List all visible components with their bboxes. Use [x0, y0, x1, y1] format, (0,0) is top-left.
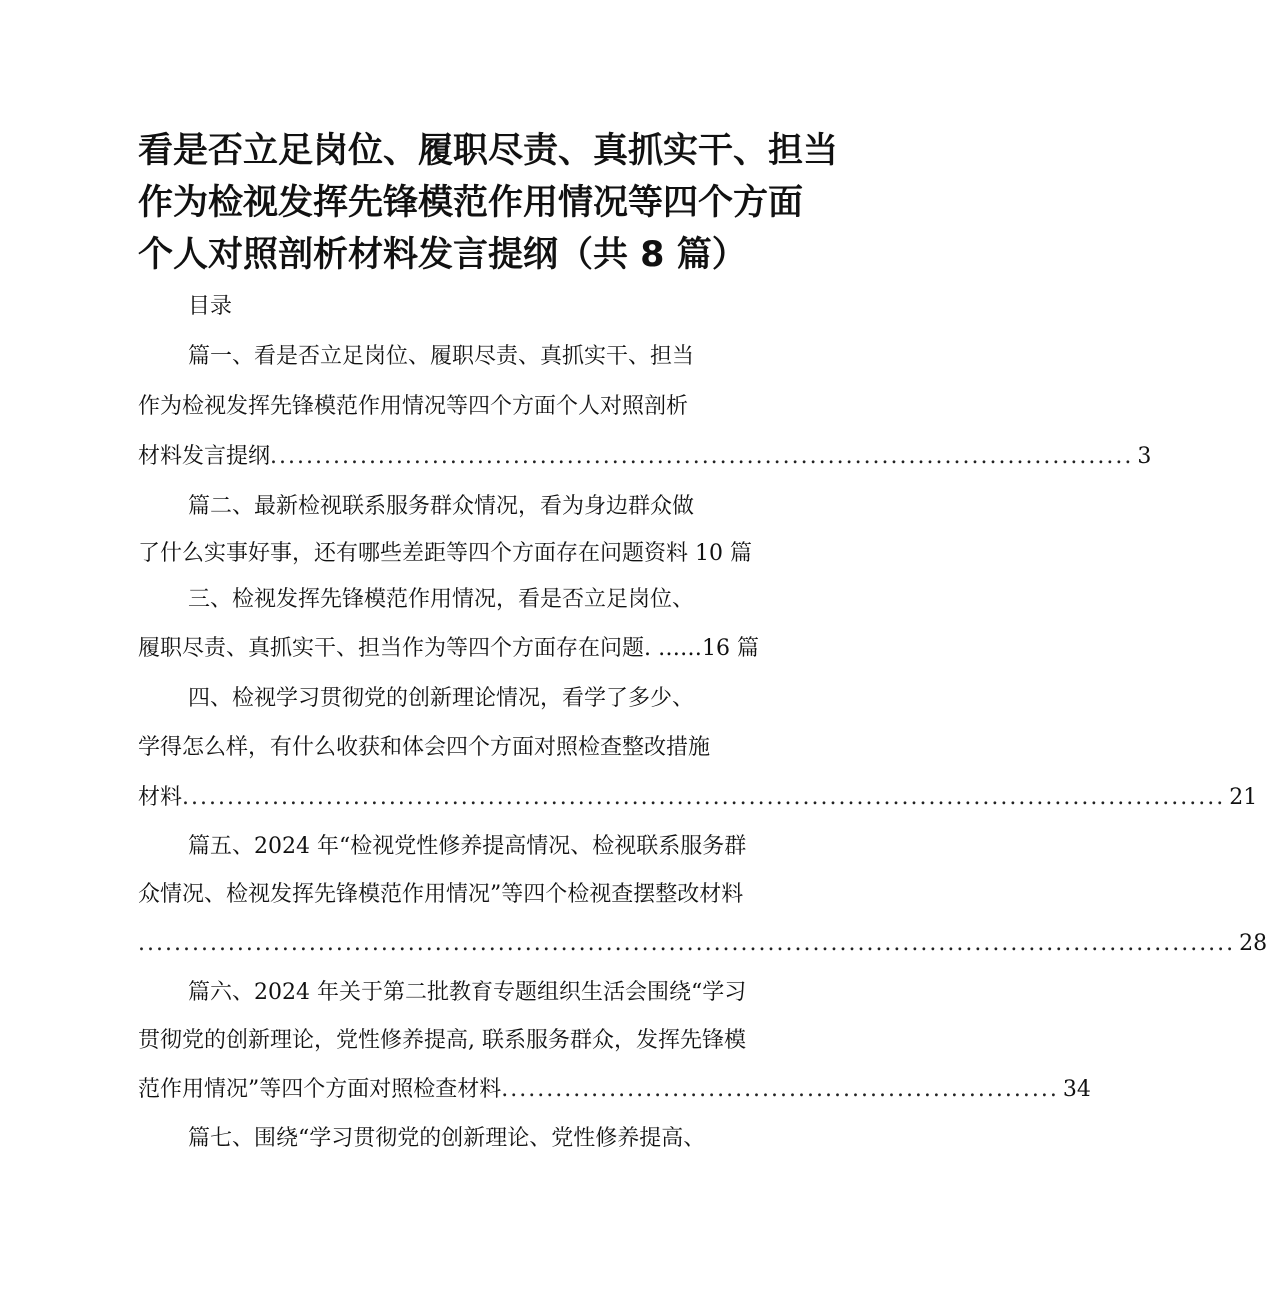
title-line-3: 个人对照剖析材料发言提纲（共 8 篇）	[138, 235, 747, 275]
toc-entry-4-page: 21	[1229, 785, 1258, 810]
toc-entry-3-line-2: 履职尽责、真抓实干、担当作为等四个方面存在问题. ……16 篇	[138, 636, 759, 661]
toc-entry-6-leader-line	[138, 1075, 1091, 1105]
toc-entry-5-leader-line	[138, 929, 1267, 959]
toc-entry-7-line-1: 篇七、围绕“学习贯彻党的创新理论、党性修养提高、	[188, 1126, 706, 1151]
toc-entry-1-line-2: 作为检视发挥先锋模范作用情况等四个方面个人对照剖析	[138, 394, 689, 419]
document-title	[138, 125, 839, 281]
toc-entry-2-line-2: 了什么实事好事，还有哪些差距等四个方面存在问题资料 10 篇	[138, 541, 752, 566]
toc-entry-4-leader-line	[138, 783, 1258, 813]
toc-entry-6-line-3: 范作用情况”等四个方面对照检查材料	[138, 1077, 502, 1102]
toc-entry-4-line-3: 材料	[138, 785, 183, 810]
toc-entry-6-page: 34	[1062, 1077, 1091, 1102]
toc-entry-1-line-1: 篇一、看是否立足岗位、履职尽责、真抓实干、担当	[188, 344, 695, 369]
toc-entry-5-line-2: 众情况、检视发挥先锋模范作用情况”等四个检视查摆整改材料	[138, 882, 744, 907]
toc-leader-dots: ..........................................................................................................................	[138, 931, 1236, 956]
toc-leader-dots: ................................................................................................	[270, 444, 1134, 469]
title-line-1: 看是否立足岗位、履职尽责、真抓实干、担当	[138, 131, 839, 171]
toc-entry-6-line-2: 贯彻党的创新理论，党性修养提高, 联系服务群众，发挥先锋模	[138, 1028, 746, 1053]
toc-entry-4-line-1: 四、检视学习贯彻党的创新理论情况，看学了多少、	[188, 686, 695, 711]
toc-entry-1-leader-line	[138, 442, 1152, 472]
toc-heading: 目录	[188, 294, 233, 319]
toc-entry-2-line-1: 篇二、最新检视联系服务群众情况，看为身边群众做	[188, 494, 695, 519]
toc-entry-1-line-3: 材料发言提纲	[138, 444, 271, 469]
title-line-2: 作为检视发挥先锋模范作用情况等四个方面	[138, 183, 804, 223]
toc-entry-5-line-1: 篇五、2024 年“检视党性修养提高情况、检视联系服务群	[188, 834, 747, 859]
toc-entry-3-line-1: 三、检视发挥先锋模范作用情况，看是否立足岗位、	[188, 587, 695, 612]
toc-entry-6-line-1: 篇六、2024 年关于第二批教育专题组织生活会围绕“学习	[188, 980, 747, 1005]
toc-entry-4-line-2: 学得怎么样，有什么收获和体会四个方面对照检查整改措施	[138, 735, 711, 760]
toc-leader-dots: ..............................................................	[501, 1077, 1059, 1102]
toc-entry-1-page: 3	[1137, 444, 1152, 469]
toc-entry-5-page: 28	[1239, 931, 1267, 956]
toc-leader-dots: ....................................................................................................................	[182, 785, 1226, 810]
